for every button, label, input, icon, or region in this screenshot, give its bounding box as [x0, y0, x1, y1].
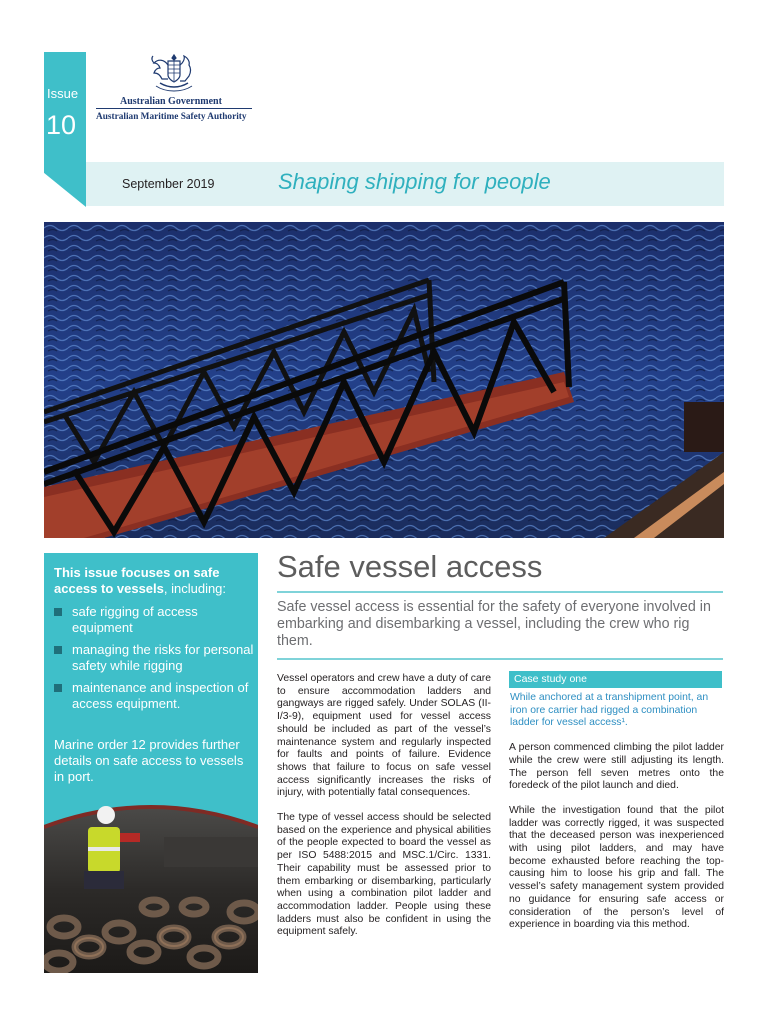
square-bullet-icon	[54, 684, 62, 692]
body-paragraph: While the investigation found that the pilot ladder was correctly rigged, it was suspected that the deceased person was inexperienced with using pilot ladders, and may have become exhausted before reaching the top-causing him to loose his grip and fall. The vessel’s safety management system provided no guidance for ensuring safe access or consideration of the person’s level of experience in boarding via this method.	[509, 804, 724, 931]
title-rule	[277, 591, 723, 593]
list-item	[54, 680, 254, 712]
case-study-column	[509, 671, 724, 944]
square-bullet-icon	[54, 608, 62, 616]
case-study-lede: While anchored at a transhipment point, an iron ore carrier had rigged a combination ladder for vessel access¹.	[510, 692, 709, 729]
article-body-left	[277, 673, 491, 951]
square-bullet-icon	[54, 646, 62, 654]
body-paragraph: Vessel operators and crew have a duty of care to ensure accommodation ladders and gangways are rigged safely. Under SOLAS (II-I/3-9), equipment used for vessel access should be included as part of the vessel’s maintenance system and regularly inspected for faults and points of failure. Evidence shows that failure to focus on safe vessel access significantly increases the risks of injury, with potentially fatal consequences.	[277, 673, 491, 799]
list-item	[54, 642, 254, 674]
focus-list	[54, 604, 254, 718]
government-name: Australian Government	[120, 96, 222, 107]
lead-rule	[277, 658, 723, 660]
list-item	[54, 604, 254, 636]
sidebar-intro-bold: This issue focuses on safe access to vessels	[54, 565, 220, 596]
logo-divider	[96, 108, 252, 109]
worker-with-anchor-chain-photo	[44, 797, 258, 973]
body-paragraph: A person commenced climbing the pilot ladder while the crew were still adjusting its length. The person fell seven metres onto the foredeck of the pilot launch and died.	[509, 742, 724, 792]
tagline: Shaping shipping for people	[278, 169, 551, 194]
issue-number: 10	[46, 110, 77, 140]
article-title: Safe vessel access	[277, 549, 543, 584]
agency-name: Australian Maritime Safety Authority	[96, 112, 247, 122]
body-paragraph: The type of vessel access should be selected based on the experience and physical abilities of the people expected to board the vessel as per ISO 5488:2015 and MSC.1/Circ. 1331. Their capability must be assessed prior to them embarking or disembarking, particularly when using a combination pilot ladder and accommodation ladder. People using these ladders must also be confident in using the equipment safely.	[277, 812, 491, 938]
sidebar-intro-rest: , including:	[163, 581, 227, 596]
case-study-heading: Case study one	[509, 671, 722, 688]
list-item-text: managing the risks for personal safety while rigging	[72, 642, 254, 673]
sidebar-intro	[54, 565, 254, 597]
issue-label: Issue	[47, 86, 79, 101]
article-lead: Safe vessel access is essential for the safety of everyone involved in embarking and disembarking a vessel, including the crew who rig them.	[277, 599, 711, 649]
list-item-text: safe rigging of access equipment	[72, 604, 198, 635]
gangway-over-water-photo	[44, 222, 724, 538]
issue-date: September 2019	[122, 177, 215, 191]
sidebar-note: Marine order 12 provides further details on safe access to vessels in port.	[54, 737, 244, 784]
commonwealth-coat-of-arms-icon	[146, 53, 202, 93]
list-item-text: maintenance and inspection of access equipment.	[72, 680, 249, 711]
